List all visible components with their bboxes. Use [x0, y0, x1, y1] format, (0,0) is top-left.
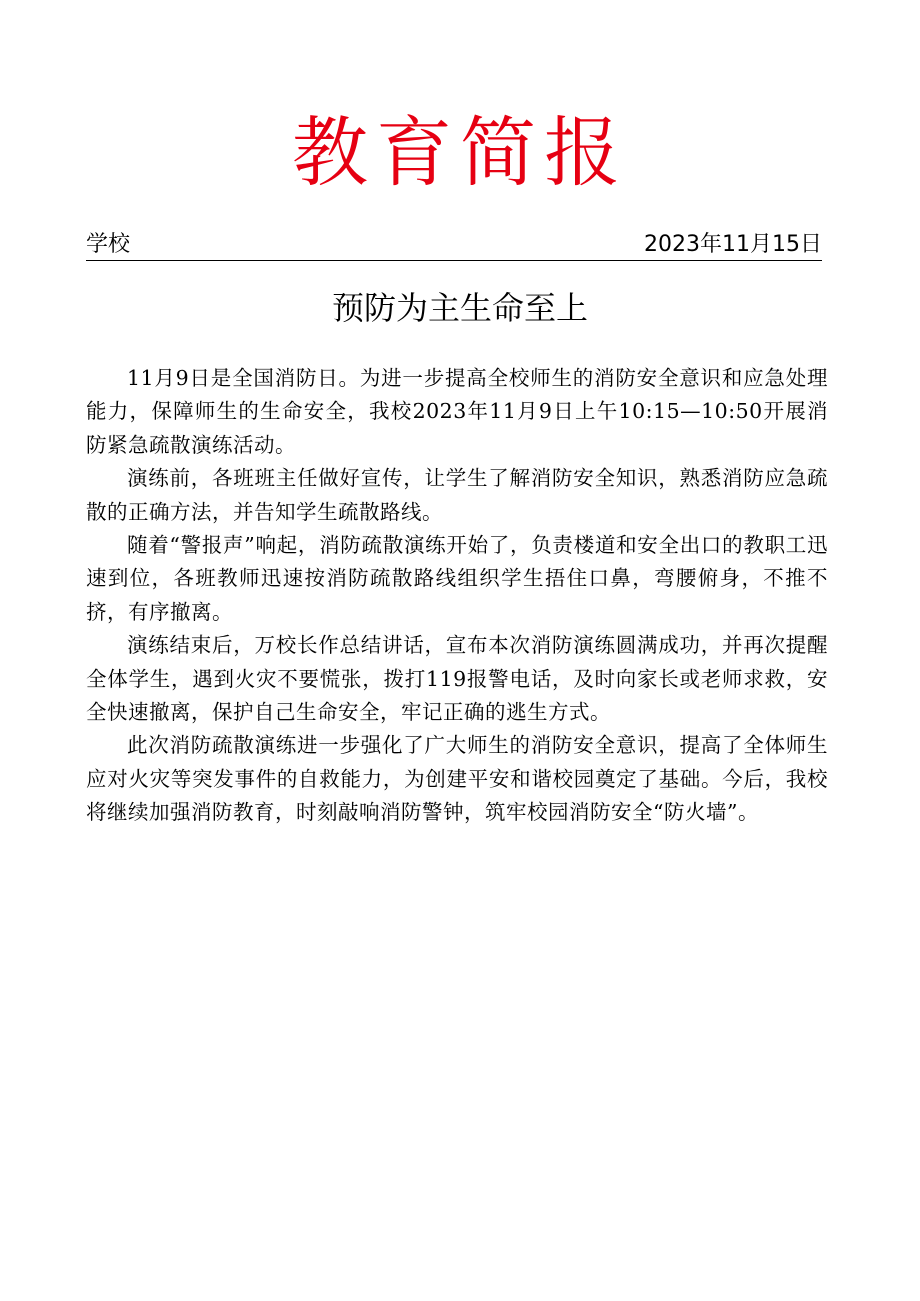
- paragraph: 演练结束后，万校长作总结讲话，宣布本次消防演练圆满成功，并再次提醒全体学生，遇到火灾不要慌张，拨打119报警电话，及时向家长或老师求救，安全快速撤离，保护自己生命安全，牢记正确的逃生方式。: [86, 633, 828, 725]
- issue-date: 2023年11月15日: [644, 232, 822, 257]
- info-line: [86, 230, 822, 261]
- article-headline: 预防为主生命至上: [331, 289, 588, 327]
- masthead-title: 教育简报: [292, 108, 628, 197]
- paragraph: 随着“警报声”响起，消防疏散演练开始了，负责楼道和安全出口的教职工迅速到位，各班教师迅速按消防疏散路线组织学生捂住口鼻，弯腰俯身，不推不挤，有序撤离。: [86, 533, 828, 624]
- school-label: 学校: [86, 232, 131, 257]
- paragraph: 此次消防疏散演练进一步强化了广大师生的消防安全意识，提高了全体师生应对火灾等突发事件的自救能力，为创建平安和谐校园奠定了基础。今后，我校将继续加强消防教育，时刻敲响消防警钟，筑牢校园消防安全“防火墙”。: [86, 733, 828, 825]
- paragraph: 11月9日是全国消防日。为进一步提高全校师生的消防安全意识和应急处理能力，保障师生的生命安全，我校2023年11月9日上午10:15—10:50开展消防紧急疏散演练活动。: [86, 366, 828, 457]
- article-body: [86, 362, 828, 830]
- paragraph: 演练前，各班班主任做好宣传，让学生了解消防安全知识，熟悉消防应急疏散的正确方法，并告知学生疏散路线。: [86, 466, 828, 524]
